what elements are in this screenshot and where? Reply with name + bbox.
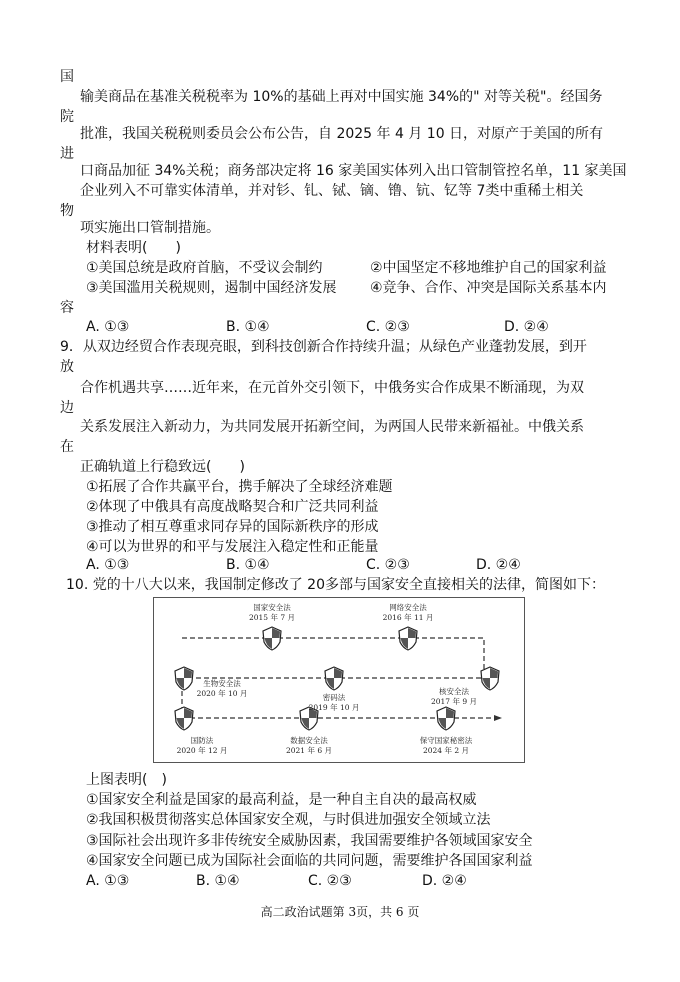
shield-icon [399, 627, 417, 650]
q8-line-5: 口商品加征 34%关税；商务部决定将 16 家美国实体列入出口管制管控名单，11 家美国 [80, 163, 627, 179]
q8-statement-3: ③美国滥用关税规则，遏制中国经济发展 [86, 280, 337, 296]
security-law-timeline-diagram [153, 597, 525, 763]
q8-line-0: 国 [60, 69, 74, 85]
q8-option-d[interactable]: D. ②④ [504, 319, 549, 335]
shield-icon [263, 627, 281, 650]
q8-statement-2: ②中国坚定不移地维护自己的国家利益 [370, 260, 607, 276]
q8-line-3: 批准，我国关税税则委员会公布公告，自 2025 年 4 月 10 日，对原产于美国的所有 [80, 126, 604, 142]
timeline-svg [154, 598, 524, 762]
q8-statement-4: ④竞争、合作、冲突是国际关系基本内 [370, 280, 607, 296]
law-date-label: 2015 年 7 月 [248, 613, 296, 622]
law-name-label: 密码法 [322, 693, 346, 702]
q8-option-a[interactable]: A. ①③ [86, 319, 130, 335]
law-date-label: 2024 年 2 月 [422, 746, 470, 755]
q10-option-c[interactable]: C. ②③ [308, 873, 352, 889]
arrow-head-row3 [494, 715, 502, 721]
q9-statement-3: ③推动了相互尊重求同存异的国际新秩序的形成 [86, 519, 379, 535]
q10-option-b[interactable]: B. ①④ [196, 873, 240, 889]
q9-line-2: 合作机遇共享……近年来，在元首外交引领下，中俄务实合作成果不断涌现，为双 [80, 380, 584, 396]
q9-prompt: 正确轨道上行稳致远( ) [80, 459, 245, 475]
q8-statement-4-cont: 容 [60, 300, 74, 316]
page-footer: 高二政治试题第 3页，共 6 页 [260, 905, 420, 919]
law-date-label: 2020 年 10 月 [196, 689, 248, 698]
law-name-label: 国家安全法 [253, 603, 291, 612]
q8-statement-1: ①美国总统是政府首脑，不受议会制约 [86, 260, 323, 276]
shield-icon [325, 667, 343, 690]
q8-line-1: 输美商品在基准关税税率为 10%的基础上再对中国实施 34%的" 对等关税"。经国务 [80, 89, 603, 105]
q9-statement-4: ④可以为世界的和平与发展注入稳定性和正能量 [86, 539, 379, 555]
q9-line-3: 边 [60, 400, 74, 416]
q8-line-8: 项实施出口管制措施。 [80, 220, 220, 236]
q10-option-a[interactable]: A. ①③ [86, 873, 130, 889]
q10-stem: 10. 党的十八大以来，我国制定修改了 20多部与国家安全直接相关的法律，简图如下： [66, 577, 605, 593]
q8-line-2: 院 [60, 109, 74, 125]
q8-line-4: 进 [60, 146, 74, 162]
shield-icon [481, 667, 499, 690]
q9-line-5: 在 [60, 439, 74, 455]
q8-line-7: 物 [60, 203, 74, 219]
q9-line-1: 放 [60, 359, 74, 375]
q9-option-a[interactable]: A. ①③ [86, 557, 130, 573]
law-name-label: 网络安全法 [389, 603, 427, 612]
q9-line-4: 关系发展注入新动力，为共同发展开拓新空间，为两国人民带来新福祉。中俄关系 [80, 419, 584, 435]
law-date-label: 2021 年 6 月 [285, 746, 333, 755]
q10-option-d[interactable]: D. ②④ [422, 873, 467, 889]
shield-icon [175, 667, 193, 690]
q9-line-0: 9．从双边经贸合作表现亮眼，到科技创新合作持续升温；从绿色产业蓬勃发展，到开 [60, 339, 587, 355]
q10-statement-3: ③国际社会出现许多非传统安全威胁因素，我国需要维护各领域国家安全 [86, 833, 533, 849]
q9-option-c[interactable]: C. ②③ [366, 557, 410, 573]
law-date-label: 2017 年 9 月 [430, 697, 478, 706]
law-date-label: 2019 年 10 月 [308, 703, 360, 712]
q8-prompt: 材料表明( ) [86, 240, 181, 256]
q10-statement-1: ①国家安全利益是国家的最高利益，是一种自主自决的最高权威 [86, 792, 477, 808]
law-name-label: 生物安全法 [203, 679, 241, 688]
law-name-label: 核安全法 [439, 687, 469, 696]
law-name-label: 国防法 [190, 736, 214, 745]
q8-option-b[interactable]: B. ①④ [226, 319, 270, 335]
q10-statement-4: ④国家安全问题已成为国际社会面临的共同问题，需要维护各国国家利益 [86, 853, 533, 869]
shield-icon [437, 707, 455, 730]
q8-option-c[interactable]: C. ②③ [366, 319, 410, 335]
shield-icon [175, 707, 193, 730]
law-name-label: 保守国家秘密法 [419, 736, 473, 745]
law-date-label: 2020 年 12 月 [176, 746, 228, 755]
q9-statement-1: ①拓展了合作共赢平台，携手解决了全球经济难题 [86, 479, 393, 495]
law-date-label: 2016 年 11 月 [382, 613, 434, 622]
q8-line-6: 企业列入不可靠实体清单，并对钐、钆、铽、镝、镥、钪、钇等 7类中重稀土相关 [80, 183, 584, 199]
q9-option-d[interactable]: D. ②④ [476, 557, 521, 573]
law-name-label: 数据安全法 [290, 736, 328, 745]
q9-option-b[interactable]: B. ①④ [226, 557, 270, 573]
q9-statement-2: ②体现了中俄具有高度战略契合和广泛共同利益 [86, 499, 379, 515]
q10-prompt: 上图表明( ) [86, 772, 167, 788]
q10-statement-2: ②我国积极贯彻落实总体国家安全观，与时俱进加强安全领域立法 [86, 812, 491, 828]
